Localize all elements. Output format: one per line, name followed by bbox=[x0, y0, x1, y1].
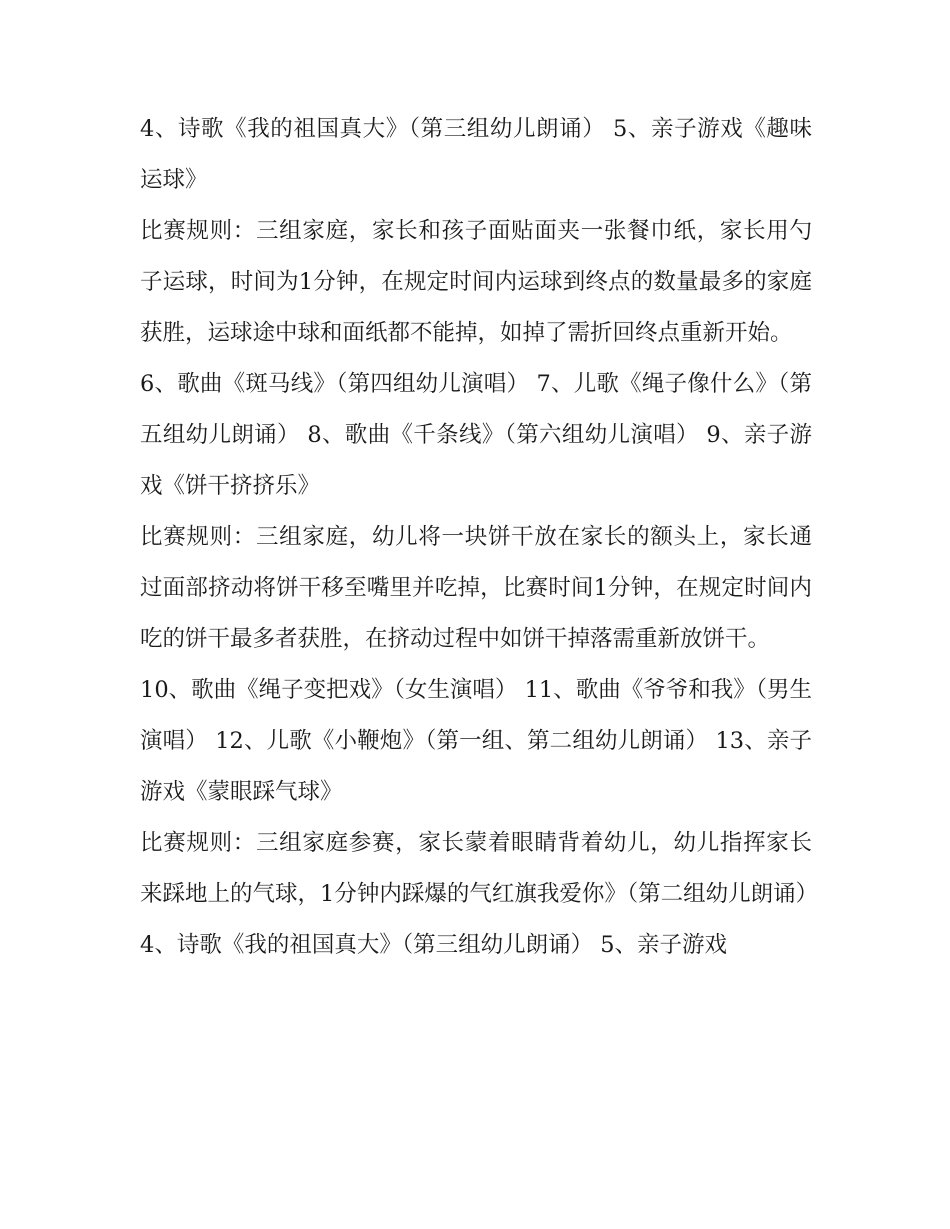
program-item-paragraph: 4、诗歌《我的祖国真大》（第三组幼儿朗诵） 5、亲子游戏《趣味运球》 bbox=[140, 116, 812, 193]
program-item-paragraph: 6、歌曲《斑马线》（第四组幼儿演唱） 7、儿歌《绳子像什么》（第五组幼儿朗诵） 8、歌曲《千条线》（第六组幼儿演唱） 9、亲子游戏《饼干挤挤乐》 bbox=[140, 371, 812, 499]
document-body bbox=[140, 104, 819, 971]
game-rules-paragraph: 比赛规则：三组家庭参赛，家长蒙着眼睛背着幼儿，幼儿指挥家长来踩地上的气球，1分钟内踩爆的气红旗我爱你》（第二组幼儿朗诵） bbox=[140, 830, 819, 907]
program-item-paragraph: 4、诗歌《我的祖国真大》（第三组幼儿朗诵） 5、亲子游戏 bbox=[140, 932, 728, 958]
program-item-paragraph: 10、歌曲《绳子变把戏》（女生演唱） 11、歌曲《爷爷和我》（男生演唱） 12、儿歌《小鞭炮》（第一组、第二组幼儿朗诵） 13、亲子游戏《蒙眼踩气球》 bbox=[140, 677, 812, 805]
game-rules-paragraph: 比赛规则：三组家庭，家长和孩子面贴面夹一张餐巾纸，家长用勺子运球，时间为1分钟，在规定时间内运球到终点的数量最多的家庭获胜，运球途中球和面纸都不能掉，如掉了需折回终点重新开始。 bbox=[140, 218, 812, 346]
game-rules-paragraph: 比赛规则：三组家庭，幼儿将一块饼干放在家长的额头上，家长通过面部挤动将饼干移至嘴里并吃掉，比赛时间1分钟，在规定时间内吃的饼干最多者获胜，在挤动过程中如饼干掉落需重新放饼干。 bbox=[140, 524, 812, 652]
